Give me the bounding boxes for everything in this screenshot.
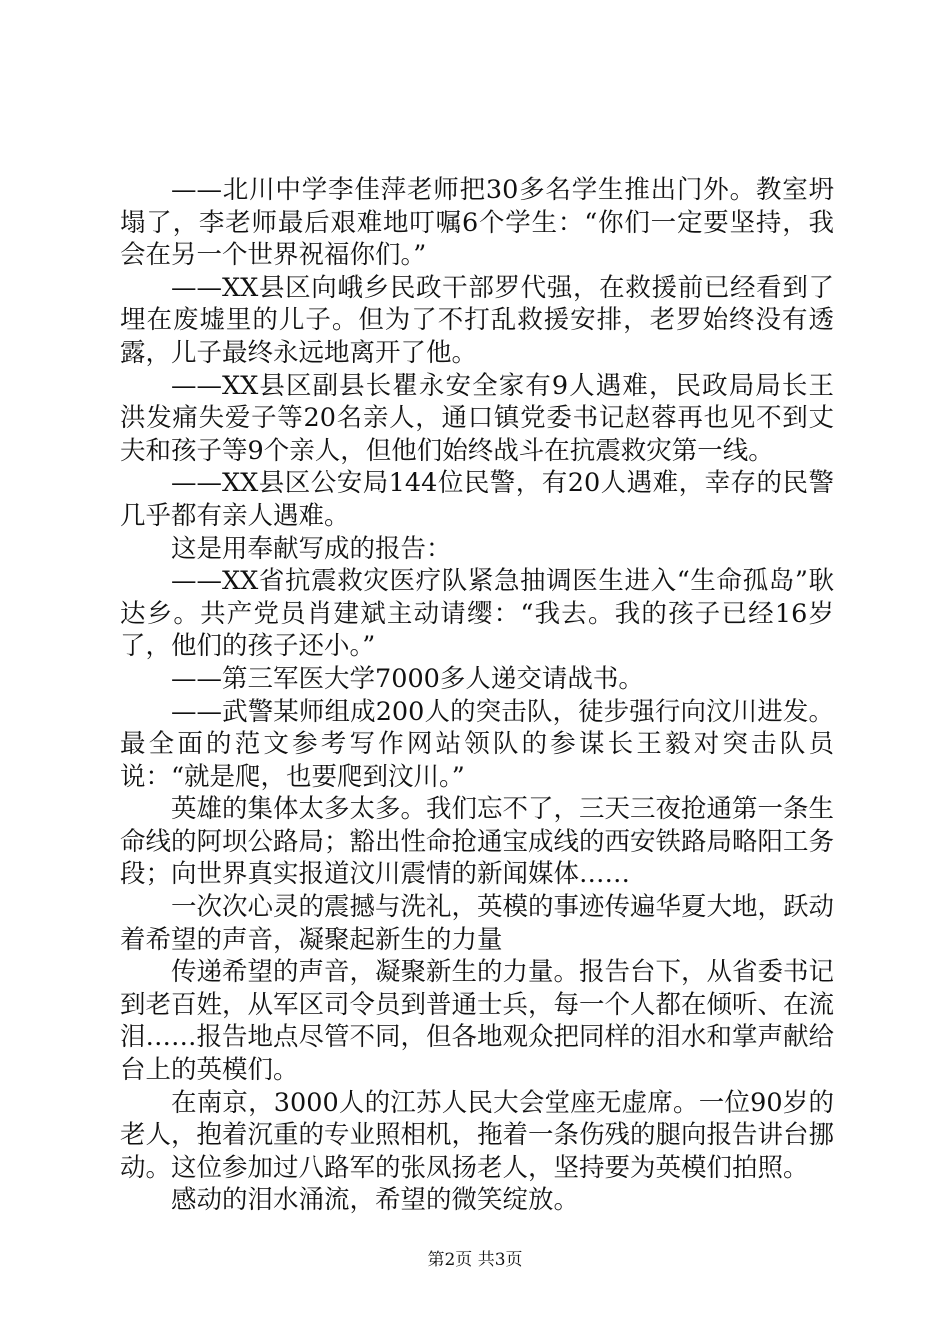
page-footer: 第2页 共3页: [427, 1250, 523, 1270]
paragraph-11: 传递希望的声音，凝聚新生的力量。报告台下，从省委书记到老百姓，从军区司令员到普通士兵，每一个人都在倾听、在流泪……报告地点尽管不同，但各地观众把同样的泪水和掌声献给台上的英模们。: [120, 957, 835, 1086]
paragraph-1: ——北川中学李佳萍老师把30多名学生推出门外。教室坍塌了，李老师最后艰难地叮嘱6个学生：“你们一定要坚持，我会在另一个世界祝福你们。”: [120, 175, 834, 271]
paragraph-9: 英雄的集体太多太多。我们忘不了，三天三夜抢通第一条生命线的阿坝公路局；豁出性命抢通宝成线的西安铁路局略阳工务段；向世界真实报道汶川震情的新闻媒体……: [120, 794, 835, 890]
paragraph-2: ——XX县区向峨乡民政干部罗代强，在救援前已经看到了埋在废墟里的儿子。但为了不打乱救援安排，老罗始终没有透露，儿子最终永远地离开了他。: [120, 272, 834, 368]
paragraph-8: ——武警某师组成200人的突击队，徒步强行向汶川进发。最全面的范文参考写作网站领队的参谋长王毅对突击队员说：“就是爬，也要爬到汶川。”: [120, 696, 834, 792]
paragraph-12: 在南京，3000人的江苏人民大会堂座无虚席。一位90岁的老人，抱着沉重的专业照相机，拖着一条伤残的腿向报告讲台挪动。这位参加过八路军的张凤扬老人，坚持要为英模们拍照。: [120, 1087, 835, 1183]
paragraph-4: ——XX县区公安局144位民警，有20人遇难，幸存的民警几乎都有亲人遇难。: [120, 468, 834, 531]
paragraph-5: 这是用奉献写成的报告：: [171, 533, 452, 564]
document-body: [120, 174, 834, 1217]
paragraph-7: ——第三军医大学7000多人递交请战书。: [171, 663, 644, 694]
paragraph-6: ——XX省抗震救灾医疗队紧急抽调医生进入“生命孤岛”耿达乡。共产党员肖建斌主动请缨：“我去。我的孩子已经16岁了，他们的孩子还小。”: [120, 566, 834, 662]
paragraph-13: 感动的泪水涌流，希望的微笑绽放。: [171, 1185, 580, 1216]
paragraph-3: ——XX县区副县长瞿永安全家有9人遇难，民政局局长王洪发痛失爱子等20名亲人，通口镇党委书记赵蓉再也见不到丈夫和孩子等9个亲人，但他们始终战斗在抗震救灾第一线。: [120, 370, 834, 466]
paragraph-10: 一次次心灵的震撼与洗礼，英模的事迹传遍华夏大地，跃动着希望的声音，凝聚起新生的力量: [120, 892, 835, 955]
